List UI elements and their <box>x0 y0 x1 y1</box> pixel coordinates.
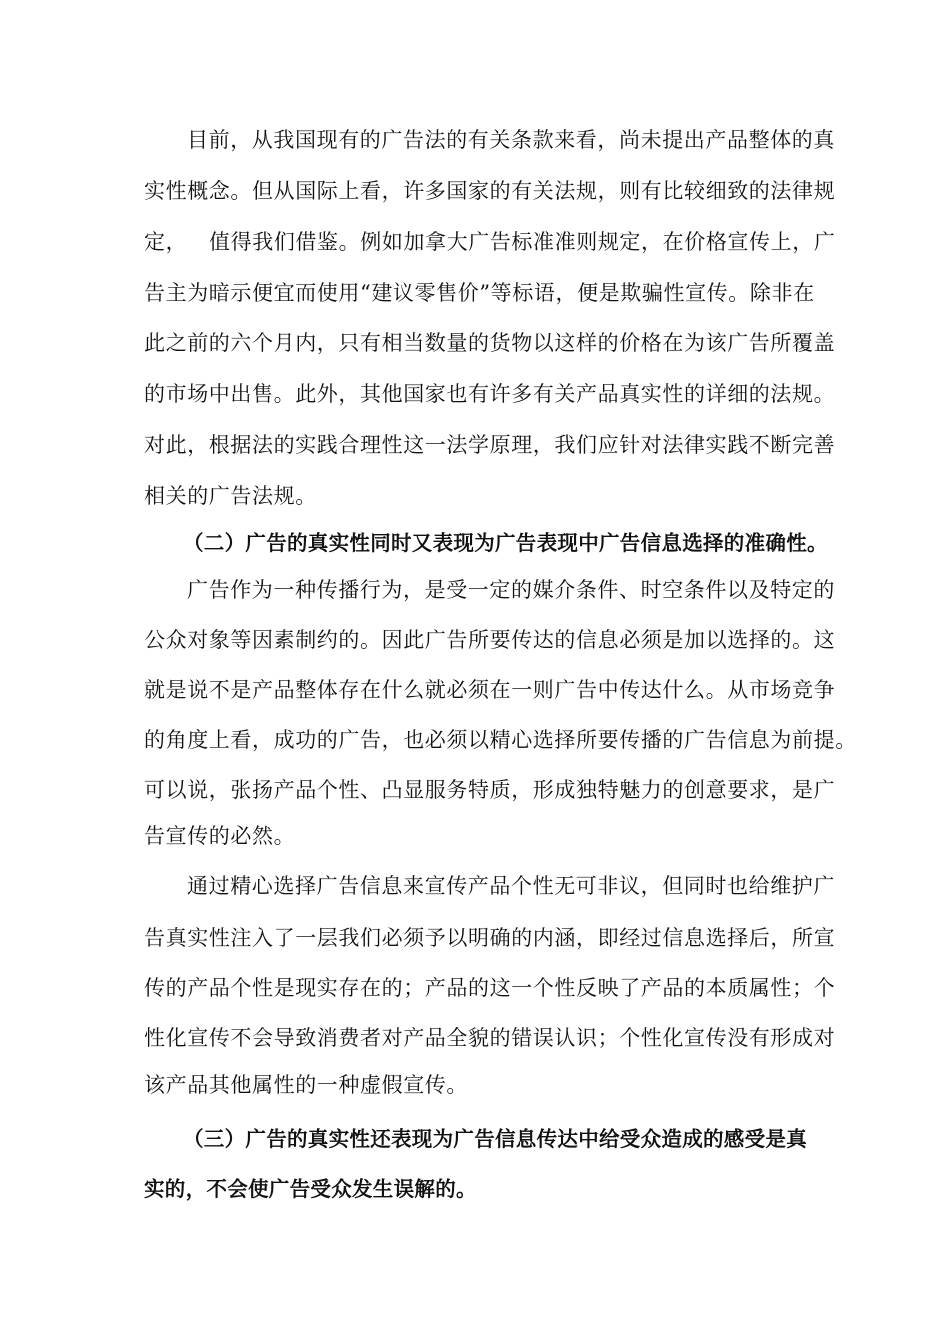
text-line: 对此，根据法的实践合理性这一法学原理，我们应针对法律实践不断完善 <box>144 433 836 457</box>
text-line: 性化宣传不会导致消费者对产品全貌的错误认识；个性化宣传没有形成对 <box>144 1026 836 1050</box>
text-line: 此之前的六个月内，只有相当数量的货物以这样的价格在为该广告所覆盖 <box>144 331 836 355</box>
section-heading-2: （二）广告的真实性同时又表现为广告表现中广告信息选择的准确性。 <box>183 531 828 555</box>
text-line: 广告作为一种传播行为，是受一定的媒介条件、时空条件以及特定的 <box>187 578 835 602</box>
text-line: 就是说不是产品整体存在什么就必须在一则广告中传达什么。从市场竞争 <box>144 678 836 702</box>
text-line: 可以说，张扬产品个性、凸显服务特质，形成独特魅力的创意要求，是广 <box>144 778 836 802</box>
text-line: 告真实性注入了一层我们必须予以明确的内涵，即经过信息选择后，所宣 <box>144 926 836 950</box>
text-line: 的市场中出售。此外，其他国家也有许多有关产品真实性的详细的法规。 <box>144 382 836 406</box>
text-line: 公众对象等因素制约的。因此广告所要传达的信息必须是加以选择的。这 <box>144 628 836 652</box>
text-line: 目前，从我国现有的广告法的有关条款来看，尚未提出产品整体的真 <box>187 128 835 152</box>
text-line: 告宣传的必然。 <box>144 824 296 848</box>
text-line: 实性概念。但从国际上看，许多国家的有关法规，则有比较细致的法律规 <box>144 179 836 203</box>
heading-line: 实的，不会使广告受众发生误解的。 <box>144 1177 477 1201</box>
text-line: 相关的广告法规。 <box>144 484 317 508</box>
text-line: 传的产品个性是现实存在的；产品的这一个性反映了产品的本质属性；个 <box>144 976 836 1000</box>
text-line: 定， 值得我们借鉴。例如加拿大广告标准准则规定，在价格宣传上，广 <box>144 230 836 254</box>
text-line: 该产品其他属性的一种虚假宣传。 <box>144 1073 468 1097</box>
text-line: 通过精心选择广告信息来宣传产品个性无可非议，但同时也给维护广 <box>187 874 835 898</box>
heading-line: （三）广告的真实性还表现为广告信息传达中给受众造成的感受是真 <box>183 1127 807 1151</box>
text-line: 告主为暗示便宜而使用“建议零售价”等标语，便是欺骗性宣传。除非在 <box>144 281 815 305</box>
text-line: 的角度上看，成功的广告，也必须以精心选择所要传播的广告信息为前提。 <box>144 728 857 752</box>
